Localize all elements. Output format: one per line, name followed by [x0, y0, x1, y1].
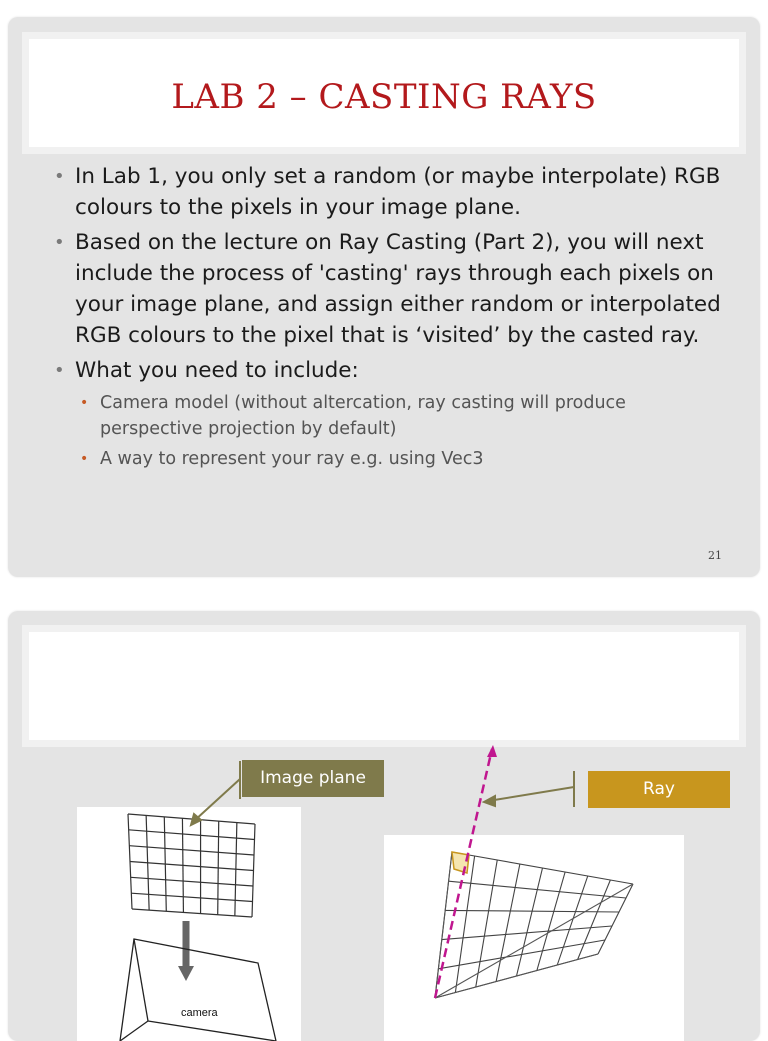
camera-pyramid	[120, 939, 276, 1041]
grid-line	[449, 881, 626, 898]
bullet-text: In Lab 1, you only set a random (or maybe interpolate) RGB colours to the pixels in your image plane.	[75, 164, 721, 220]
grid-line	[129, 846, 254, 855]
sub-bullet-dot-icon: •	[80, 395, 89, 411]
ray-label: Ray	[588, 771, 730, 808]
grid-line	[130, 862, 254, 871]
slide-title: LAB 2 – CASTING RAYS	[171, 77, 597, 117]
sub-bullet-item	[80, 390, 734, 442]
sub-bullet-text: A way to represent your ray e.g. using Vec3	[100, 449, 484, 469]
image-plane-callout	[191, 761, 240, 825]
ray-callout	[484, 771, 574, 807]
bullet-dot-icon: •	[54, 166, 65, 187]
grid-line	[132, 909, 252, 917]
perspective-grid	[435, 852, 633, 998]
bullet-item	[54, 161, 734, 223]
sub-bullet-item	[80, 446, 734, 472]
image-plane-label: Image plane	[242, 760, 384, 797]
bullet-dot-icon: •	[54, 360, 65, 381]
grid-line	[496, 864, 520, 982]
grid-line	[131, 893, 252, 901]
image-plane-grid	[128, 814, 255, 917]
bullet-text: Based on the lecture on Ray Casting (Part 2), you will next include the process of 'casting' rays through each pixels on your image plane, and assign either random or interpolated RGB colours to the pixel that is ‘visited’ by the casted ray.	[75, 230, 721, 348]
grid-line	[129, 830, 255, 840]
grid-line	[517, 868, 543, 976]
title-bar	[22, 32, 746, 154]
sub-bullet-text: Camera model (without altercation, ray casting will produce perspective projection by default)	[100, 393, 626, 439]
page-number: 21	[708, 549, 722, 562]
slide-ray-diagram	[8, 611, 760, 1041]
camera-label: camera	[181, 1007, 218, 1019]
grid-line	[131, 877, 253, 886]
bullet-dot-icon: •	[54, 232, 65, 253]
ray-casting-diagram	[8, 611, 760, 1041]
bullet-list	[54, 161, 734, 476]
grid-line	[455, 856, 474, 993]
down-arrow-icon	[178, 921, 194, 981]
slide-lab2-casting-rays	[8, 17, 760, 577]
bullet-item	[54, 227, 734, 351]
bullet-text: What you need to include:	[75, 358, 359, 383]
ray-arrow-icon	[487, 745, 497, 757]
grid-line	[557, 876, 588, 965]
sub-bullet-dot-icon: •	[80, 451, 89, 467]
bullet-item	[54, 355, 734, 386]
grid-line	[452, 852, 633, 884]
